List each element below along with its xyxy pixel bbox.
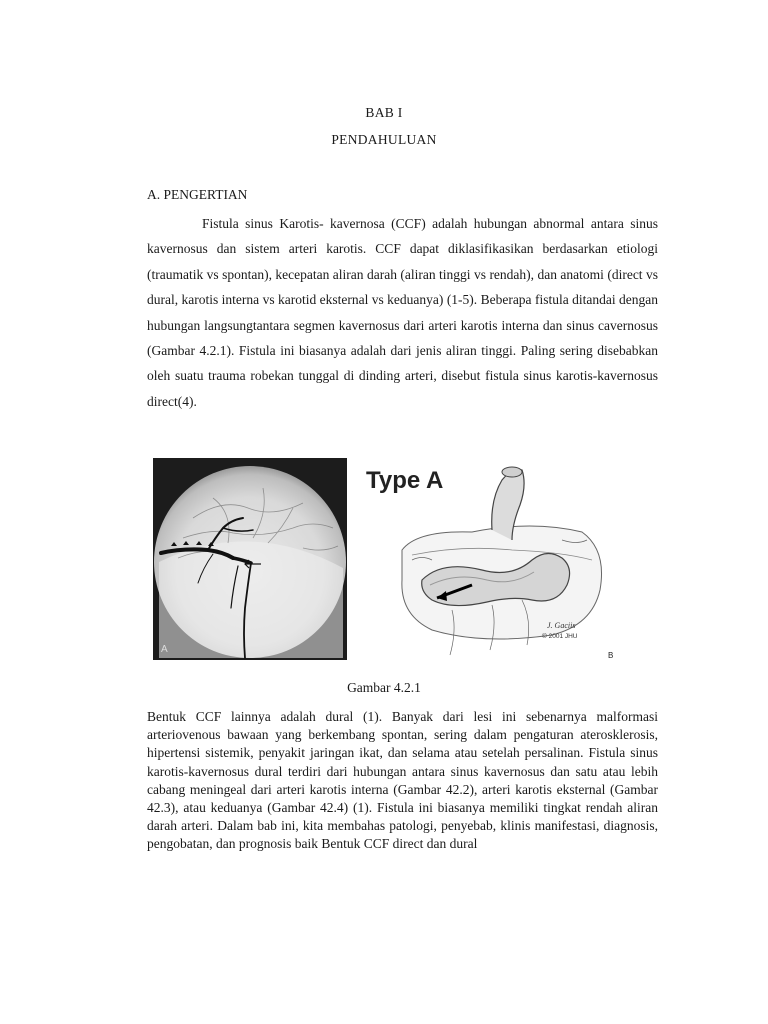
angiogram-image (153, 458, 347, 660)
cavernous-sinus-illustration (362, 460, 622, 662)
paragraph-dural: Bentuk CCF lainnya adalah dural (1). Banyak dari lesi ini sebenarnya malformasi arteriovenous bawaan yang berkembang spontan, sering dalam pengaturan aterosklerosis, hipertensi sistemik, penyakit jaringan ikat, dan selama atau setelah persalinan. Fistula sinus karotis-kavernosus dural terdiri dari hubungan antara sinus kavernosus dan satu atau lebih cabang meningeal dari arteri karotis interna (Gambar 42.2), arteri karotis eksternal (Gambar 42.3), atau keduanya (Gambar 42.4) (1). Fistula ini biasanya memiliki tingkat rendah aliran darah arteri. Dalam bab ini, kita membahas patologi, penyebab, klinis manifestasi, diagnosis, pengobatan, dan prognosis baik Bentuk CCF direct dan dural (147, 709, 658, 852)
section-heading: A. PENGERTIAN (147, 187, 248, 202)
signature-text: J. Gaciis (547, 621, 576, 630)
figure-illustration-panel (362, 460, 622, 662)
chapter-number: BAB I (365, 105, 403, 120)
panel-b-label: B (608, 651, 614, 660)
panel-b-title: Type A (366, 467, 444, 494)
chapter-title: PENDAHULUAN (331, 132, 437, 147)
copyright-text: © 2001 JHU (542, 633, 578, 640)
paragraph-definition: Fistula sinus Karotis- kavernosa (CCF) adalah hubungan abnormal antara sinus kavernosus dan sistem arteri karotis. CCF dapat diklasifikasikan berdasarkan etiologi (traumatik vs spontan), kecepatan aliran darah (aliran tinggi vs rendah), dan anatomi (direct vs dural, karotis interna vs karotid eksternal vs keduanya) (1-5). Beberapa fistula ditandai dengan hubungan langsungtantara segmen kavernosus dari arteri karotis interna dan sinus cavernosus (Gambar 4.2.1). Fistula ini biasanya adalah dari jenis aliran tinggi. Paling sering disebabkan oleh suatu trauma robekan tunggal di dinding arteri, disebut fistula sinus karotis-kavernosus direct(4). (147, 216, 658, 409)
figure-angiogram-panel (153, 458, 347, 660)
panel-a-label: A (161, 644, 168, 655)
figure-caption: Gambar 4.2.1 (347, 680, 421, 695)
